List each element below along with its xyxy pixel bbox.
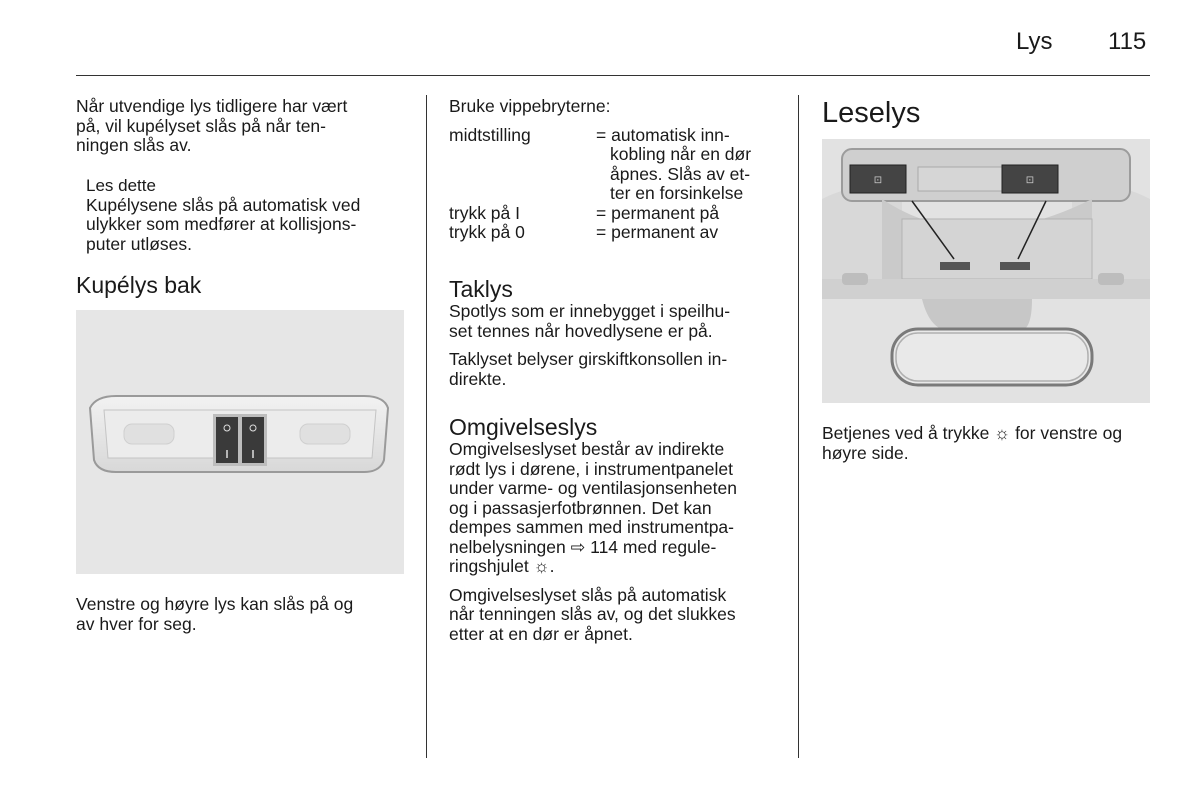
list-item: trykk på I = permanent på [449, 202, 720, 223]
taklys-paragraph-2: Taklyset belyser girskiftkonsollen in- direkte. [449, 349, 728, 389]
intro-paragraph: Når utvendige lys tidligere har vært på, vil kupélyset slås på når ten- ningen slås av. [76, 96, 348, 155]
reading-light-image [822, 139, 1150, 403]
note-box [86, 176, 411, 254]
heading-leselys: Leselys [822, 97, 921, 129]
column-1 [76, 97, 411, 156]
rear-light-illustration [76, 310, 404, 574]
rear-interior-light-image [76, 310, 404, 574]
note-title: Les dette [86, 176, 156, 195]
omgivelseslys-section [449, 414, 784, 644]
omgivelseslys-paragraph-1: Omgivelseslyset består av indirekte rødt lys i dørene, i instrumentpanelet under varme- og ventilasjonsenheten og i passasjerfotbrønnen. Det kan dempes sammen med instrumentpa- nelbelysningen ⇨ 114 med regule- ringshjulet ☼. [449, 439, 737, 576]
center-light-button [918, 167, 1002, 191]
list-item: trykk på 0 = permanent av [449, 222, 719, 242]
rocker-positions-list [449, 126, 784, 243]
rear-light-caption: Venstre og høyre lys kan slås på og av hver for seg. [76, 594, 354, 634]
taklys-paragraph-1: Spotlys som er innebygget i speilhu- set tennes når hovedlysene er på. [449, 301, 731, 341]
heading-omgivelseslys: Omgivelseslys [449, 414, 598, 440]
taklys-section [449, 276, 784, 389]
header-rule [76, 75, 1150, 76]
omgivelseslys-paragraph-2: Omgivelseslyset slås på automatisk når tenningen slås av, og det slukkes etter at en dør er åpnet. [449, 584, 736, 644]
heading-taklys: Taklys [449, 276, 513, 302]
column-divider-2 [798, 95, 799, 758]
rocker-intro: Bruke vippebryterne: [449, 96, 611, 116]
svg-text:⊡: ⊡ [1025, 175, 1035, 186]
page-number: 115 [1108, 28, 1147, 55]
column-divider-1 [426, 95, 427, 758]
column-2 [449, 97, 784, 243]
svg-text:⊡: ⊡ [873, 175, 883, 186]
list-item: midtstilling = automatisk inn- kobling når en dør åpnes. Slås av et- ter en forsinkelse [449, 124, 752, 203]
heading-kupelys-bak: Kupélys bak [76, 272, 202, 298]
rear-view-mirror [892, 329, 1092, 385]
note-body: Kupélysene slås på automatisk ved ulykker som medfører at kollisjons- puter utløses. [86, 194, 361, 254]
reading-light-illustration [822, 139, 1150, 403]
reading-light-caption: Betjenes ved å trykke ☼ for venstre og høyre side. [822, 423, 1123, 463]
section-title: Lys [1016, 28, 1053, 55]
